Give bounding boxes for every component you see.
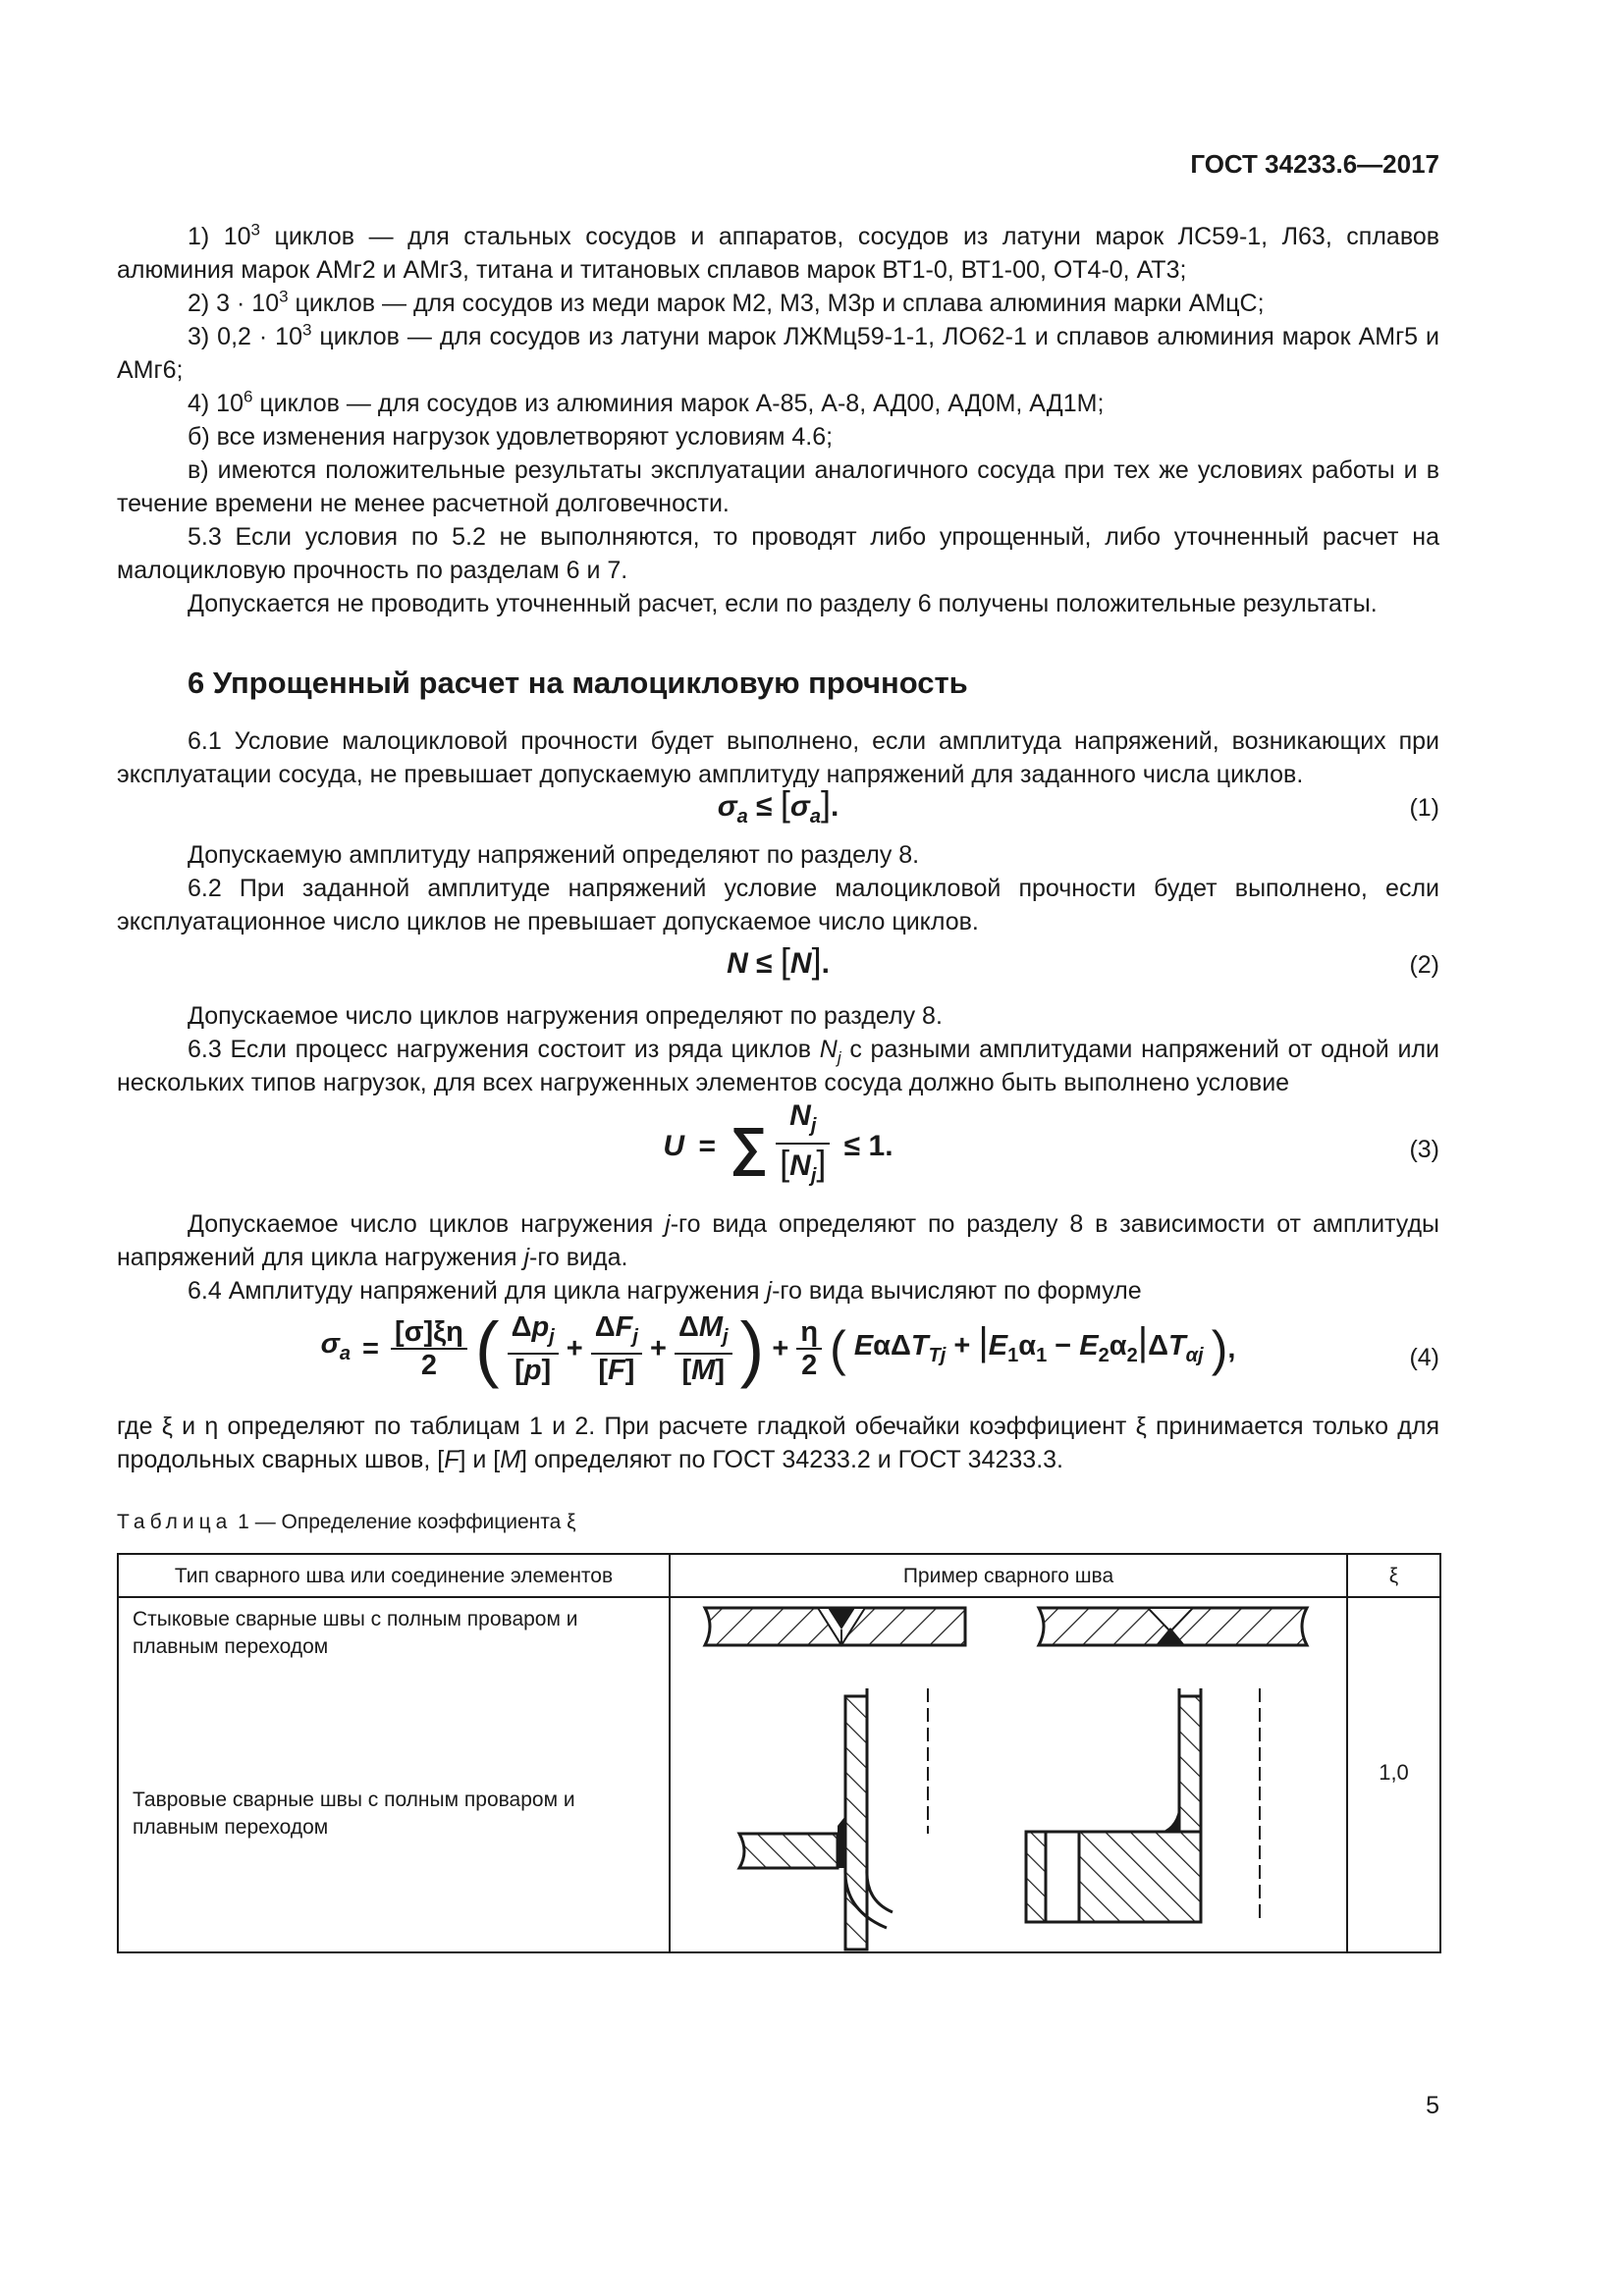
row-butt-welds: Стыковые сварные швы с полным проваром и плавным переходом: [133, 1608, 578, 1658]
formula-2: N ≤ [N]. (2): [727, 940, 1439, 981]
section-title: 6 Упрощенный расчет на малоцикловую прочность: [188, 666, 968, 700]
weld-example-cell: [670, 1597, 1347, 1952]
clause-5-3: 5.3 Если условия по 5.2 не выполняются, то проводят либо упрощенный, либо уточненный расчет на малоцикловую прочность по разделам 6 и 7.: [117, 523, 1439, 584]
paragraph-where: где ξ и η определяют по таблицам 1 и 2. При расчете гладкой обечайки коэффициент ξ принимается только для продольных сварных швов, [F] и [M] определяют по ГОСТ 34233.2 и ГОСТ 34233.3.: [117, 1413, 1439, 1473]
list-item-v: в) имеются положительные результаты эксплуатации аналогичного сосуда при тех же условиях работы и в течение времени не менее расчетной долговечности.: [117, 456, 1439, 517]
paragraph-allowable-cycles: Допускаемое число циклов нагружения определяют по разделу 8.: [188, 1002, 943, 1030]
standard-header: ГОСТ 34233.6—2017: [1190, 149, 1439, 179]
list-item-3: 3) $0,2 \cdot 10^3$ циклов — для сосудов из латуни марок ЛЖМц59-1-1, ЛО62-1 и сплавов алюминия марок АМг5 и АМг6;: [117, 320, 1440, 384]
header-joint-type: Тип сварного шва или соединение элементов: [118, 1554, 670, 1597]
clause-6-4: 6.4 Амплитуду напряжений для цикла нагружения j-го вида вычисляют по формуле: [188, 1277, 1142, 1305]
header-xi: ξ: [1347, 1554, 1440, 1597]
xi-value: 1,0: [1379, 1760, 1409, 1785]
page-number: 5: [1426, 2092, 1439, 2119]
xi-value-cell: [1347, 1597, 1440, 1952]
tee-weld-2: [1026, 1688, 1260, 1922]
tee-weld-1: [739, 1688, 928, 1949]
equation-number-2: (2): [1409, 951, 1439, 979]
equation-number-4: (4): [1409, 1344, 1439, 1371]
paragraph-permission: Допускается не проводить уточненный расчет, если по разделу 6 получены положительные результаты.: [188, 590, 1378, 617]
table-xi-coefficient: [117, 1553, 1441, 1953]
butt-weld-1: [705, 1608, 965, 1645]
list-item-1: 1) $10^3$ циклов — для стальных сосудов и аппаратов, сосудов из латуни марок ЛС59-1, Л63, сплавов алюминия марок АМг2 и АМг3, титана и титановых сплавов марок ВТ1-0, ВТ1-00, ОТ4-0, АТ3;: [117, 220, 1440, 284]
row-tee-welds: Тавровые сварные швы с полным проваром и плавным переходом: [133, 1789, 575, 1839]
paragraph-allowable-amplitude: Допускаемую амплитуду напряжений определяют по разделу 8.: [188, 841, 920, 869]
equation-number-1: (1): [1409, 794, 1439, 822]
joint-type-cell: [118, 1597, 670, 1952]
clause-6-1: 6.1 Условие малоцикловой прочности будет выполнено, если амплитуда напряжений, возникающих при эксплуатации сосуда, не превышает допускаемую амплитуду напряжений для заданного числа циклов.: [117, 727, 1439, 788]
header-example: Пример сварного шва: [670, 1554, 1347, 1597]
list-item-2: 2) $3 \cdot 10^3$ циклов — для сосудов из меди марок М2, М3, М3р и сплава алюминия марки АМцС;: [188, 287, 1265, 317]
formula-3: U = ∑ $\frac{N_j}{[N_j]}$ ≤ 1. (3): [663, 1099, 1439, 1187]
butt-weld-2: [1039, 1608, 1307, 1645]
document-body: [117, 220, 1439, 1953]
paragraph-j-type-cycles: Допускаемое число циклов нагружения j-го вида определяют по разделу 8 в зависимости от амплитуды напряжений для цикла нагружения j-го вида.: [117, 1210, 1439, 1271]
clause-6-3: 6.3 Если процесс нагружения состоит из ряда циклов $N_j$ с разными амплитудами напряжений от одной или нескольких типов нагрузок, для всех нагруженных элементов сосуда должно быть выполнено условие: [117, 1036, 1439, 1096]
formula-1: $\sigma_a \le [\sigma_a]$. (1): [717, 783, 1439, 828]
table-caption: Таблица 1 — Определение коэффициента ξ: [117, 1511, 576, 1533]
weld-examples-drawing: [671, 1598, 1334, 1951]
list-item-b: б) все изменения нагрузок удовлетворяют условиям 4.6;: [188, 423, 834, 451]
list-item-4: 4) $10^6$ циклов — для сосудов из алюминия марок А-85, А-8, АД00, АД0М, АД1М;: [188, 387, 1105, 417]
clause-6-2: 6.2 При заданной амплитуде напряжений условие малоцикловой прочности будет выполнено, если эксплуатационное число циклов не превышает допускаемое число циклов.: [117, 875, 1439, 935]
equation-number-3: (3): [1409, 1136, 1439, 1163]
formula-4: $\sigma_a$ = $\frac{[\sigma]\xi\eta}{2}$ ( $\Delta p_j$ [p] + $\Delta F_j$ [F] + $\Delta M_j$ [M] ) + $\frac{\eta}{2}$ ( $E\alpha\Delta T_{Tj} + |E_1\alpha_1 - E_2\alpha_2|\Delta T_{\alpha j}$ ), (4): [320, 1307, 1439, 1389]
